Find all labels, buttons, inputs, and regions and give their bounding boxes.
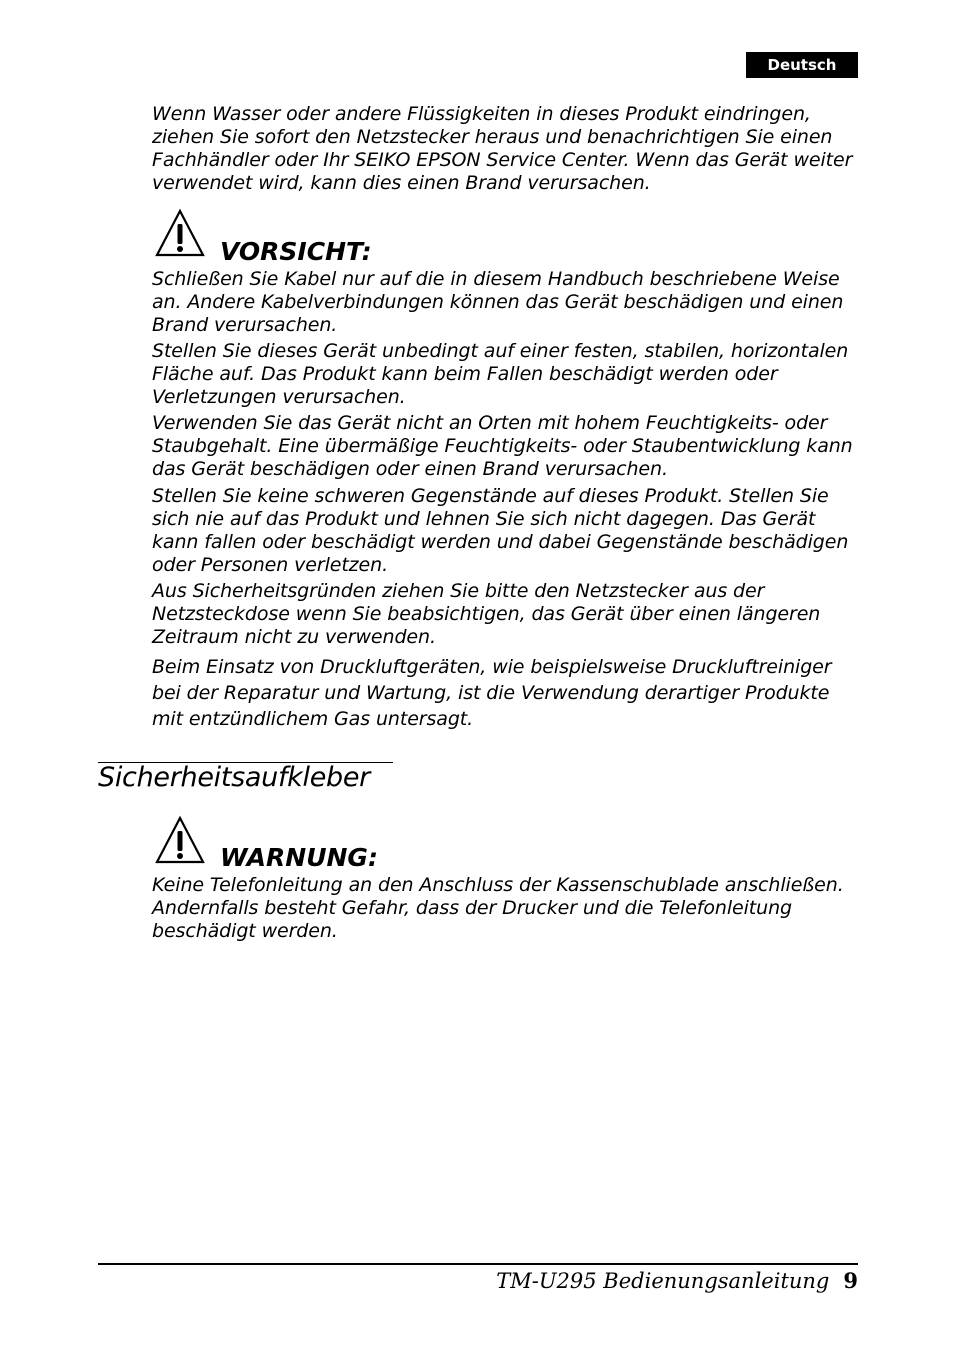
- intro-paragraph: Wenn Wasser oder andere Flüssigkeiten in dieses Produkt eindringen, ziehen Sie sofort den Netzstecker heraus und benachrichtigen Sie einen Fachhändler oder Ihr SEIKO EPSON Service Center. Wenn das Gerät weiter verwendet wird, kann dies einen Brand verursachen.: [152, 103, 853, 194]
- footer-rule: [98, 1263, 858, 1265]
- warning-triangle-icon: [154, 815, 206, 865]
- warning-heading: WARNUNG:: [220, 843, 378, 872]
- caution-heading: VORSICHT:: [220, 237, 372, 266]
- section-title: Sicherheitsaufkleber: [98, 762, 370, 793]
- page-number: 9: [843, 1268, 858, 1293]
- caution-paragraph-3: Verwenden Sie das Gerät nicht an Orten mit hohem Feuchtigkeits- oder Staubgehalt. Eine übermäßige Feuchtigkeits- oder Staubentwicklung kann das Gerät beschädigen oder einen Brand verursachen.: [152, 412, 853, 480]
- manual-title: TM-U295 Bedienungsanleitung: [496, 1269, 830, 1293]
- caution-paragraph-1: Schließen Sie Kabel nur auf die in diesem Handbuch beschriebene Weise an. Andere Kabelverbindungen können das Gerät beschädigen und einen Brand verursachen.: [152, 268, 844, 336]
- caution-paragraph-2: Stellen Sie dieses Gerät unbedingt auf einer festen, stabilen, horizontalen Fläche auf. Das Produkt kann beim Fallen beschädigt werden oder Verletzungen verursachen.: [152, 340, 849, 408]
- caution-paragraph-5: Aus Sicherheitsgründen ziehen Sie bitte den Netzstecker aus der Netzsteckdose wenn Sie beabsichtigen, das Gerät über einen längeren Zeitraum nicht zu verwenden.: [152, 580, 821, 648]
- caution-paragraph-6: Beim Einsatz von Druckluftgeräten, wie beispielsweise Druckluftreiniger bei der Reparatur und Wartung, ist die Verwendung derartiger Produkte mit entzündlichem Gas untersagt.: [152, 656, 832, 730]
- warning-triangle-icon: [154, 208, 206, 258]
- page-footer: [496, 1267, 858, 1295]
- warning-paragraph: Keine Telefonleitung an den Anschluss der Kassenschublade anschließen. Andernfalls besteht Gefahr, dass der Drucker und die Telefonleitung beschädigt werden.: [152, 874, 844, 942]
- caution-paragraph-4: Stellen Sie keine schweren Gegenstände auf dieses Produkt. Stellen Sie sich nie auf das Produkt und lehnen Sie sich nicht dagegen. Das Gerät kann fallen oder beschädigt werden und dabei Gegenstände beschädigen oder Personen verletzen.: [152, 485, 849, 576]
- language-tab: Deutsch: [746, 52, 858, 78]
